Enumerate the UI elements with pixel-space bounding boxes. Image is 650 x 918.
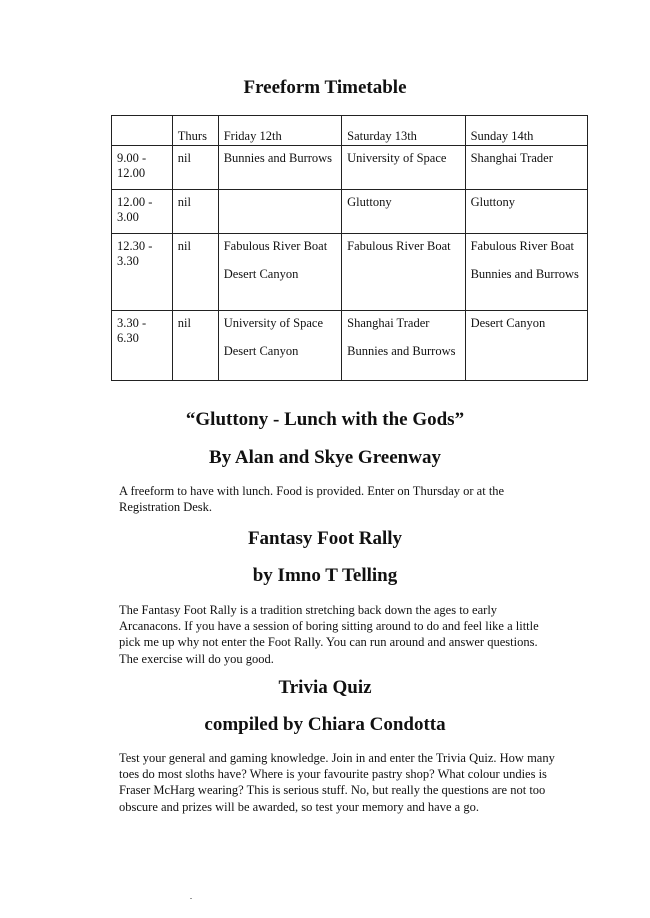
gluttony-title: “Gluttony - Lunch with the Gods” [185,409,465,430]
game-entry: University of Space [223,316,323,330]
gluttony-byline: By Alan and Skye Greenway [209,447,441,468]
game-entry: Fabulous River Boat [223,239,328,253]
saturday-cell [342,311,465,381]
gluttony-description: A freeform to have with lunch. Food is provided. Enter on Thursday or at the Registration Desk. [119,484,505,515]
trivia-title: Trivia Quiz [278,677,372,698]
game-entry: Gluttony [470,195,516,209]
game-entry: nil [177,195,191,209]
friday-cell [218,190,341,234]
timetable-title: Freeform Timetable [243,77,407,98]
saturday-cell [342,146,465,190]
game-entry: Bunnies and Burrows [347,344,456,358]
table-row [112,190,588,234]
timetable [111,115,588,381]
table-row [112,146,588,190]
timetable-header-row [112,116,588,146]
game-entry: Desert Canyon [223,267,299,281]
header-friday: Friday 12th [218,116,341,146]
foot-rally-description: The Fantasy Foot Rally is a tradition stretching back down the ages to early Arcanacons. If you have a session of boring sitting around to do and feel like a little pick me up why not enter the Foot Rally. You can run around and answer questions. The exercise will do you good. [119,603,539,666]
thurs-cell [172,146,218,190]
header-time [112,116,173,146]
time-cell: 9.00 - 12.00 [112,146,173,190]
trivia-byline: compiled by Chiara Condotta [204,714,446,735]
thurs-cell [172,190,218,234]
saturday-cell [342,190,465,234]
game-entry: Bunnies and Burrows [470,267,579,281]
time-cell: 12.00 - 3.00 [112,190,173,234]
game-entry: nil [177,316,191,330]
game-entry: Shanghai Trader [347,316,430,330]
foot-rally-title: Fantasy Foot Rally [247,528,403,549]
sunday-cell [465,311,587,381]
game-entry: Shanghai Trader [470,151,553,165]
game-entry: Desert Canyon [470,316,546,330]
thurs-cell [172,234,218,311]
game-entry: Fabulous River Boat [347,239,451,253]
game-entry: nil [177,239,191,253]
scan-speck [190,898,192,899]
game-entry: Desert Canyon [223,344,299,358]
thurs-cell [172,311,218,381]
friday-cell [218,146,341,190]
game-entry: Bunnies and Burrows [223,151,333,165]
time-cell: 12.30 - 3.30 [112,234,173,311]
saturday-cell [342,234,465,311]
header-sunday: Sunday 14th [465,116,587,146]
table-row [112,311,588,381]
game-entry: University of Space [347,151,447,165]
time-cell: 3.30 - 6.30 [112,311,173,381]
table-row [112,234,588,311]
game-entry: Gluttony [347,195,392,209]
friday-cell [218,234,341,311]
foot-rally-byline: by Imno T Telling [252,565,398,586]
trivia-description: Test your general and gaming knowledge. Join in and enter the Trivia Quiz. How many toes do most sloths have? Where is your favourite pastry shop? What colour undies is Fraser McHarg wearing? This is serious stuff. No, but really the questions are not too obscure and prizes will be awarded, so test your memory and have a go. [119,751,555,814]
sunday-cell [465,190,587,234]
header-saturday: Saturday 13th [342,116,465,146]
header-thurs: Thurs [172,116,218,146]
friday-cell [218,311,341,381]
sunday-cell [465,234,587,311]
game-entry: nil [177,151,191,165]
game-entry: Fabulous River Boat [470,239,575,253]
sunday-cell [465,146,587,190]
